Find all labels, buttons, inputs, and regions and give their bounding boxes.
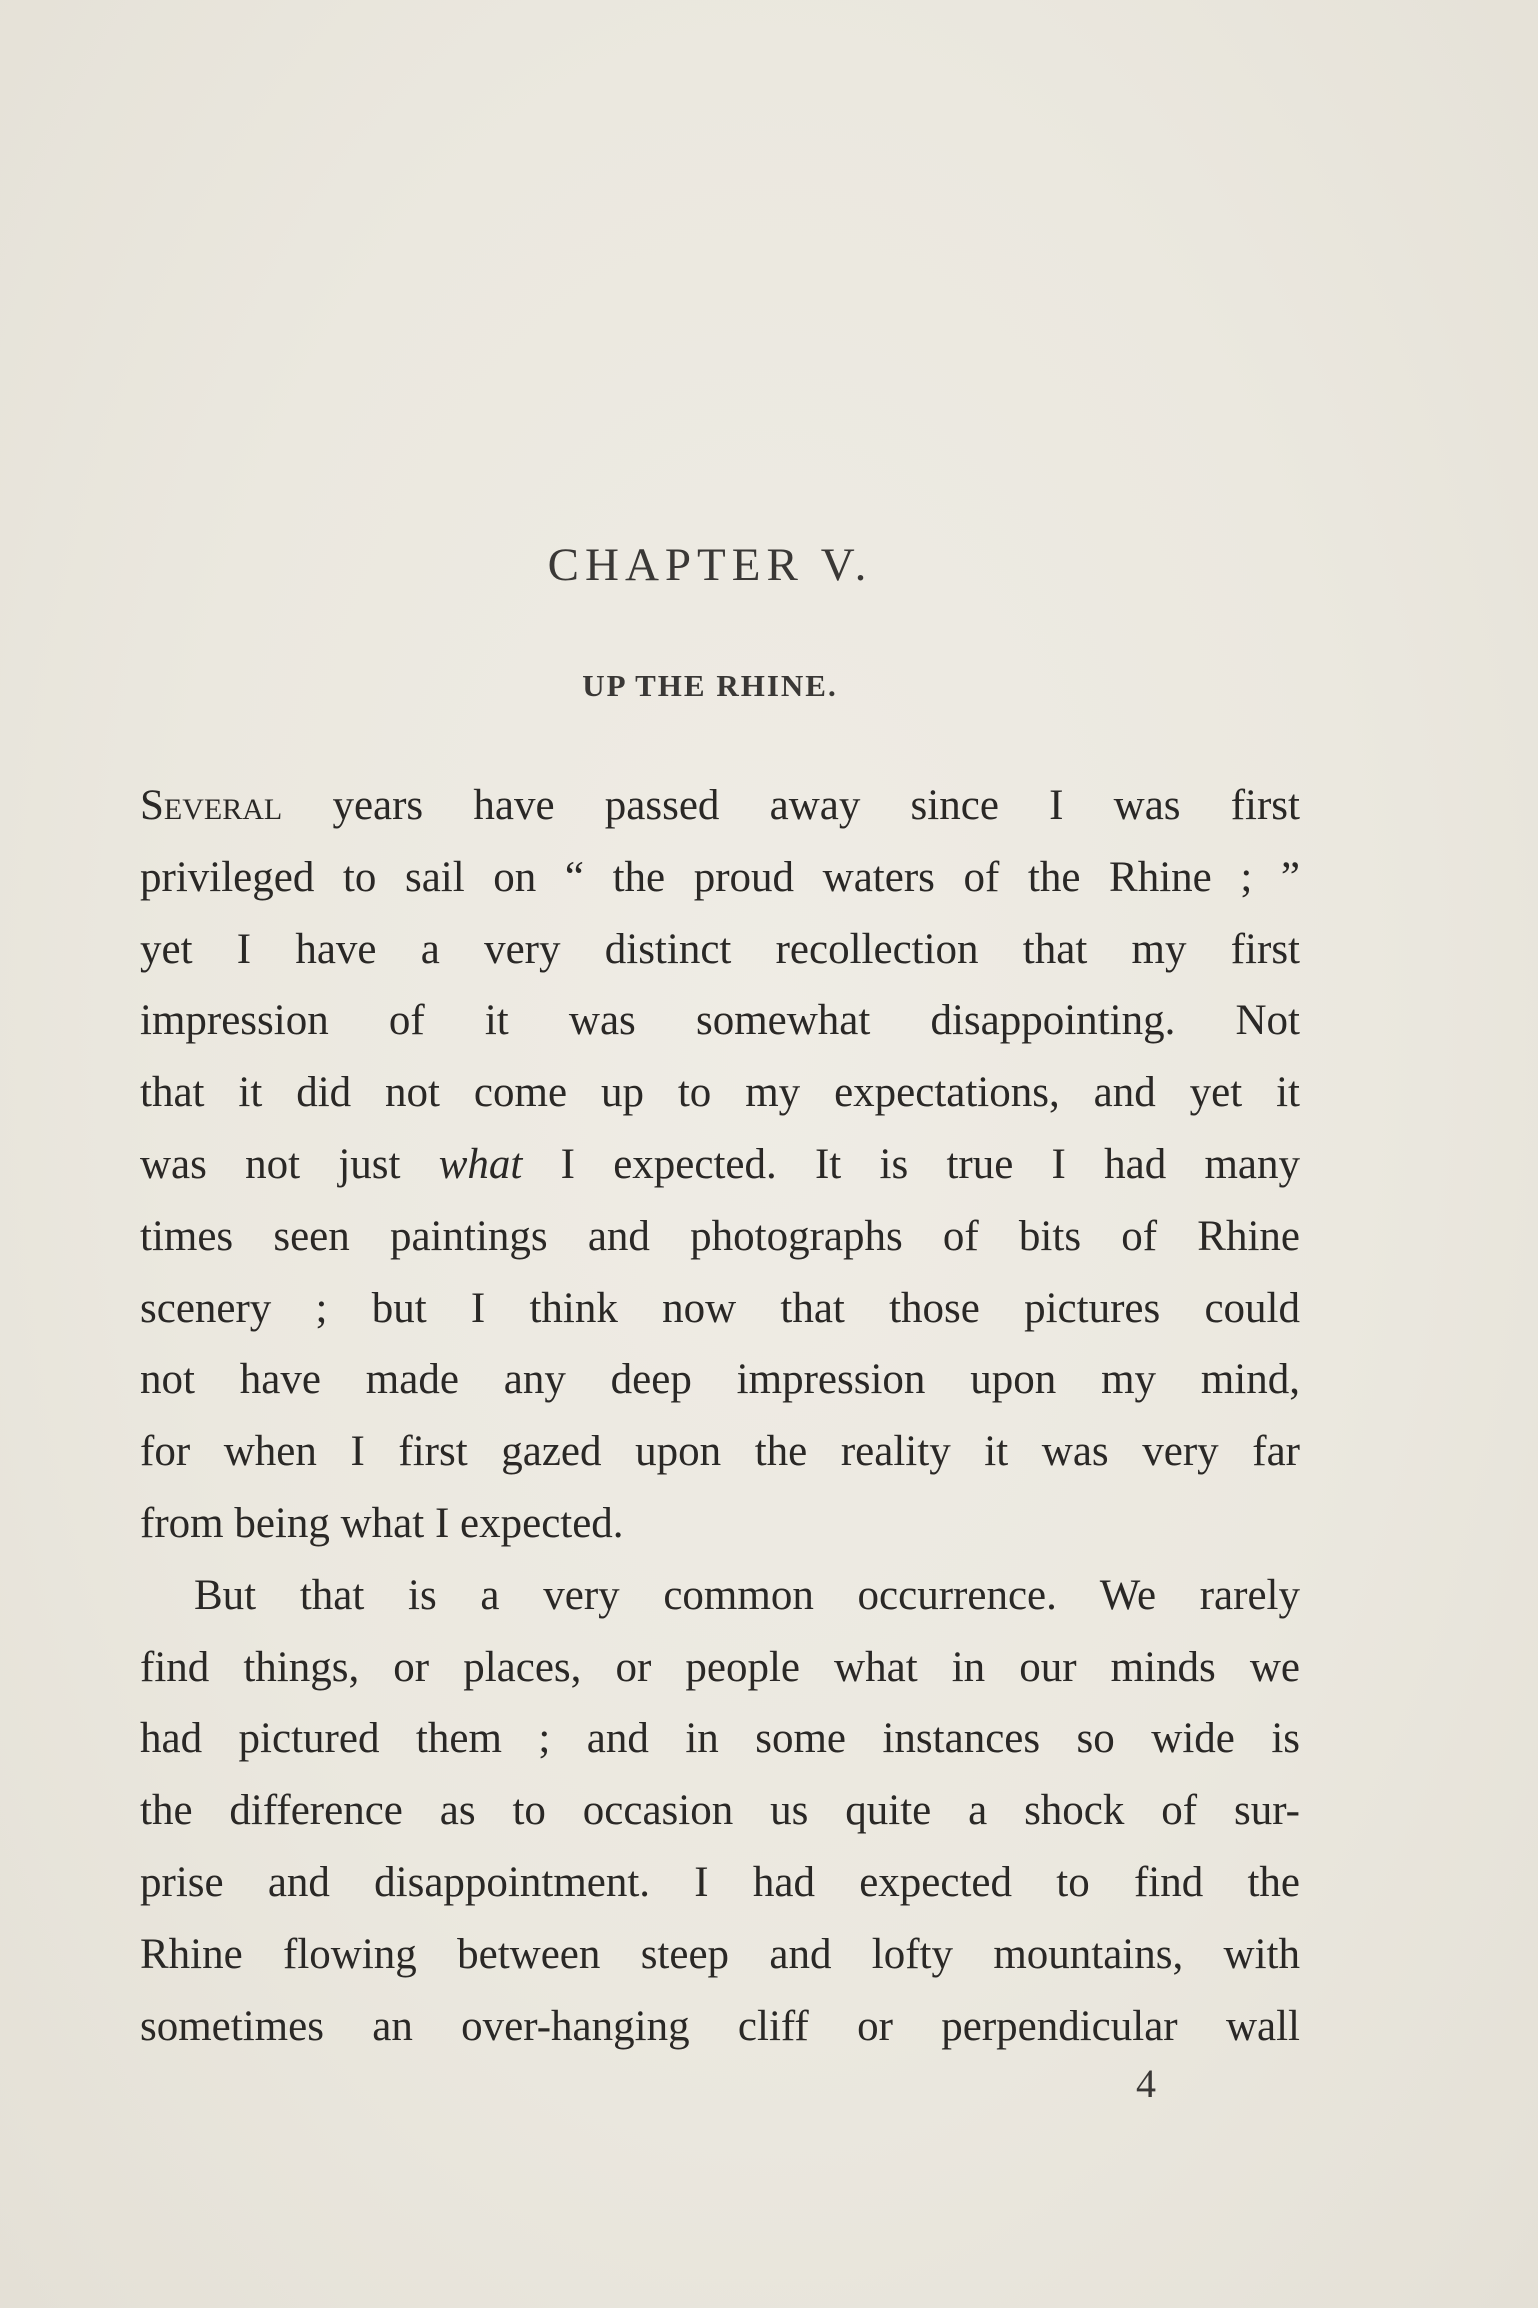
text-line: prise and disappointment. I had expected to find the [140, 1858, 1300, 1906]
text-line: times seen paintings and photographs of bits of Rhine [140, 1212, 1300, 1260]
text-line: the difference as to occasion us quite a shock of sur- [140, 1787, 1300, 1835]
text-line: not have made any deep impression upon my mind, [140, 1356, 1300, 1404]
chapter-subtitle: UP THE RHINE. [582, 668, 838, 703]
text-line: sometimes an over-hanging cliff or perpendicular wall [140, 2002, 1300, 2050]
text-line: scenery ; but I think now that those pictures could [140, 1284, 1300, 1332]
text-line [140, 1129, 1300, 1201]
text-line: But that is a very common occurrence. We rarely [194, 1571, 1300, 1619]
page-number: 4 [1136, 2061, 1156, 2106]
text-line: from being what I expected. [140, 1499, 624, 1547]
text-line: Rhine flowing between steep and lofty mountains, with [140, 1930, 1300, 1978]
line-text: I expected. It is true I had many [522, 1140, 1300, 1188]
emphasis-word: what [438, 1140, 523, 1188]
opening-word: Several [140, 782, 283, 829]
text-line: that it did not come up to my expectations, and yet it [140, 1069, 1300, 1117]
text-line [140, 770, 1300, 842]
text-line: yet I have a very distinct recollection that my first [140, 925, 1300, 973]
line-text: years have passed away since I was first [282, 782, 1300, 829]
text-line: find things, or places, or people what in our minds we [140, 1643, 1300, 1691]
text-line: for when I first gazed upon the reality it was very far [140, 1428, 1300, 1476]
line-text: was not just [140, 1140, 439, 1188]
text-line: impression of it was somewhat disappointing. Not [140, 997, 1300, 1045]
text-line: had pictured them ; and in some instances so wide is [140, 1715, 1300, 1763]
text-line: privileged to sail on “ the proud waters of the Rhine ; ” [140, 853, 1300, 901]
chapter-title: CHAPTER V. [547, 539, 873, 591]
body-text [140, 770, 1300, 2062]
